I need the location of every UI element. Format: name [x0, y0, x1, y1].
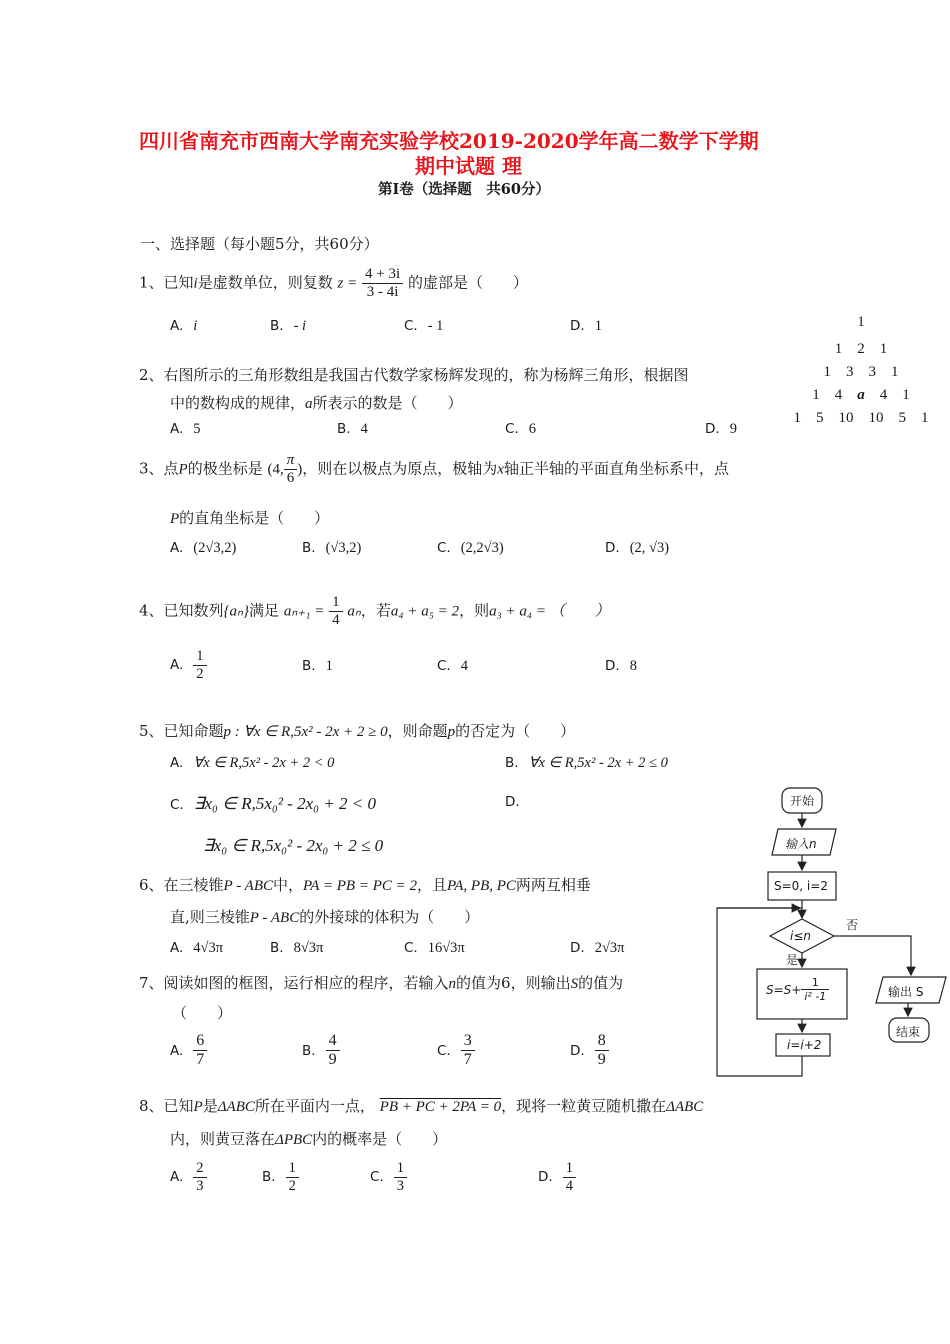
fc-output-label: 输出 S — [888, 985, 924, 999]
q7-option-b[interactable]: B. $\frac{4}{9}$ — [302, 1032, 340, 1069]
question-2-line-2: 中的数构成的规律，a所表示的数是（ ） — [170, 394, 463, 412]
q1-option-a[interactable]: A. i — [170, 318, 198, 334]
question-8-line-1: 8、已知P是ΔABC所在平面内一点， PB + PC + 2PA = 0，现将一粒黄豆随机撒在ΔABC — [139, 1097, 704, 1115]
page-title-line2: 期中试题 理 — [415, 154, 522, 178]
q8-option-b[interactable]: B. $\frac{1}{2}$ — [262, 1160, 299, 1194]
section-heading: 一、选择题（每小题5分，共60分） — [140, 235, 379, 253]
question-5: 5、已知命题p : ∀x ∈ R,5x² - 2x + 2 ≥ 0，则命题p的否定为（ ） — [139, 722, 576, 740]
q8-a-fraction: $\frac{2}{3}$ — [193, 1160, 206, 1194]
q5-option-d[interactable]: ∃x₀ ∈ R,5x₀² - 2x₀ + 2 ≤ 0 — [203, 836, 384, 855]
q5-option-d-label[interactable]: D. — [505, 794, 520, 810]
fc-no-label: 否 — [846, 918, 859, 932]
q6-option-b[interactable]: B. 8√3π — [270, 940, 324, 956]
q3-option-c[interactable]: C. (2,2√3) — [437, 540, 504, 556]
q7-d-fraction: $\frac{8}{9}$ — [595, 1032, 609, 1069]
q4-option-b[interactable]: B. 1 — [302, 658, 333, 674]
triangle-row-2: 1 2 1 — [834, 341, 888, 357]
q6-option-c[interactable]: C. 16√3π — [404, 940, 465, 956]
q1-option-c[interactable]: C. - 1 — [404, 318, 444, 334]
q2-option-c[interactable]: C. 6 — [505, 421, 536, 437]
q1-option-b[interactable]: B. - i — [270, 318, 307, 334]
q7-option-c[interactable]: C. $\frac{3}{7}$ — [437, 1032, 475, 1069]
q5-option-c[interactable]: C. ∃x₀ ∈ R,5x₀² - 2x₀ + 2 < 0 — [170, 794, 376, 813]
q4-a-fraction: $\frac{1}{2}$ — [193, 648, 206, 682]
fc-end-label: 结束 — [896, 1025, 921, 1039]
q2-option-b[interactable]: B. 4 — [337, 421, 368, 437]
q7-c-fraction: $\frac{3}{7}$ — [461, 1032, 475, 1069]
question-2-line-1: 2、右图所示的三角形数组是我国古代数学家杨辉发现的，称为杨辉三角形，根据图 — [139, 366, 689, 384]
part-subtitle: 第Ⅰ卷（选择题 共60分） — [378, 181, 550, 198]
q4-option-c[interactable]: C. 4 — [437, 658, 468, 674]
question-6-line-2: 直,则三棱锥P - ABC的外接球的体积为（ ） — [170, 908, 480, 926]
q5-option-b[interactable]: B. ∀x ∈ R,5x² - 2x + 2 ≤ 0 — [505, 755, 668, 771]
q2-option-d[interactable]: D. 9 — [705, 421, 737, 437]
question-3-line-1: 3、点P的极坐标是 (4, $\frac{\pi}{6}$ )，则在以极点为原点，极轴为x轴正半轴的平面直角坐标系中，点 — [139, 452, 729, 486]
q4-option-a[interactable]: A. $\frac{1}{2}$ — [170, 648, 207, 682]
page-title-line1: 四川省南充市西南大学南充实验学校2019-2020学年高二数学下学期 — [139, 129, 759, 153]
q2-option-a[interactable]: A. 5 — [170, 421, 201, 437]
q8-c-fraction: $\frac{1}{3}$ — [394, 1160, 407, 1194]
q8-d-fraction: $\frac{1}{4}$ — [563, 1160, 576, 1194]
question-3-line-2: P的直角坐标是（ ） — [170, 509, 330, 527]
q6-option-d[interactable]: D. 2√3π — [570, 940, 625, 956]
q1-fraction: $\frac{4 + 3i}{3 - 4i}$ — [362, 266, 403, 301]
q4-fraction: $\frac{1}{4}$ — [329, 594, 343, 629]
q7-option-d[interactable]: D. $\frac{8}{9}$ — [570, 1032, 609, 1069]
q5-option-a[interactable]: A. ∀x ∈ R,5x² - 2x + 2 < 0 — [170, 755, 335, 771]
q6-option-a[interactable]: A. 4√3π — [170, 940, 224, 956]
q7-option-a[interactable]: A. $\frac{6}{7}$ — [170, 1032, 207, 1069]
question-6-line-1: 6、在三棱锥P - ABC中，PA = PB = PC = 2，且PA, PB, PC两两互相垂 — [139, 876, 591, 894]
question-7-line-1: 7、阅读如图的框图，运行相应的程序，若输入n的值为6，则输出S的值为 — [139, 974, 624, 992]
fc-increment-label: i=i+2 — [787, 1038, 822, 1052]
q7-b-fraction: $\frac{4}{9}$ — [326, 1032, 340, 1069]
fc-input-label: 输入n — [785, 837, 817, 851]
question-8-line-2: 内，则黄豆落在ΔPBC内的概率是（ ） — [170, 1130, 448, 1148]
triangle-row-4: 1 4 a 4 1 — [812, 387, 910, 403]
fc-init-label: S=0, i=2 — [774, 879, 828, 893]
fc-update-label: S=S+ $\frac{1}{\text{i² -1}}$ — [766, 976, 829, 1003]
q7-a-fraction: $\frac{6}{7}$ — [193, 1032, 207, 1069]
q8-option-a[interactable]: A. $\frac{2}{3}$ — [170, 1160, 207, 1194]
question-1: 1、已知i是虚数单位，则复数 z = $\frac{4 + 3i}{3 - 4i}$ 的虚部是（ ） — [139, 266, 528, 300]
triangle-row-3: 1 3 3 1 — [823, 364, 899, 380]
q8-b-fraction: $\frac{1}{2}$ — [286, 1160, 299, 1194]
fc-yes-label: 是 — [786, 953, 799, 967]
q1-option-d[interactable]: D. 1 — [570, 318, 602, 334]
q3-option-a[interactable]: A. (2√3,2) — [170, 540, 237, 556]
triangle-row-5: 1 5 10 10 5 1 — [793, 410, 929, 426]
q3-option-d[interactable]: D. (2, √3) — [605, 540, 670, 556]
yanghui-triangle — [775, 314, 947, 429]
question-4: 4、已知数列{aₙ}满足 aₙ₊₁ = $\frac{1}{4}$ aₙ，若a₄ + a₅ = 2，则a₃ + a₄ = （ ） — [139, 594, 610, 628]
q3-option-b[interactable]: B. (√3,2) — [302, 540, 362, 556]
fc-start-label: 开始 — [790, 794, 815, 808]
q3-fraction: $\frac{\pi}{6}$ — [284, 452, 298, 487]
q4-option-d[interactable]: D. 8 — [605, 658, 637, 674]
q8-option-d[interactable]: D. $\frac{1}{4}$ — [538, 1160, 576, 1194]
question-7-line-2: （ ） — [172, 1004, 233, 1022]
triangle-row-1: 1 — [857, 314, 865, 330]
fc-condition-label: i≤n — [790, 929, 811, 943]
q8-option-c[interactable]: C. $\frac{1}{3}$ — [370, 1160, 407, 1194]
